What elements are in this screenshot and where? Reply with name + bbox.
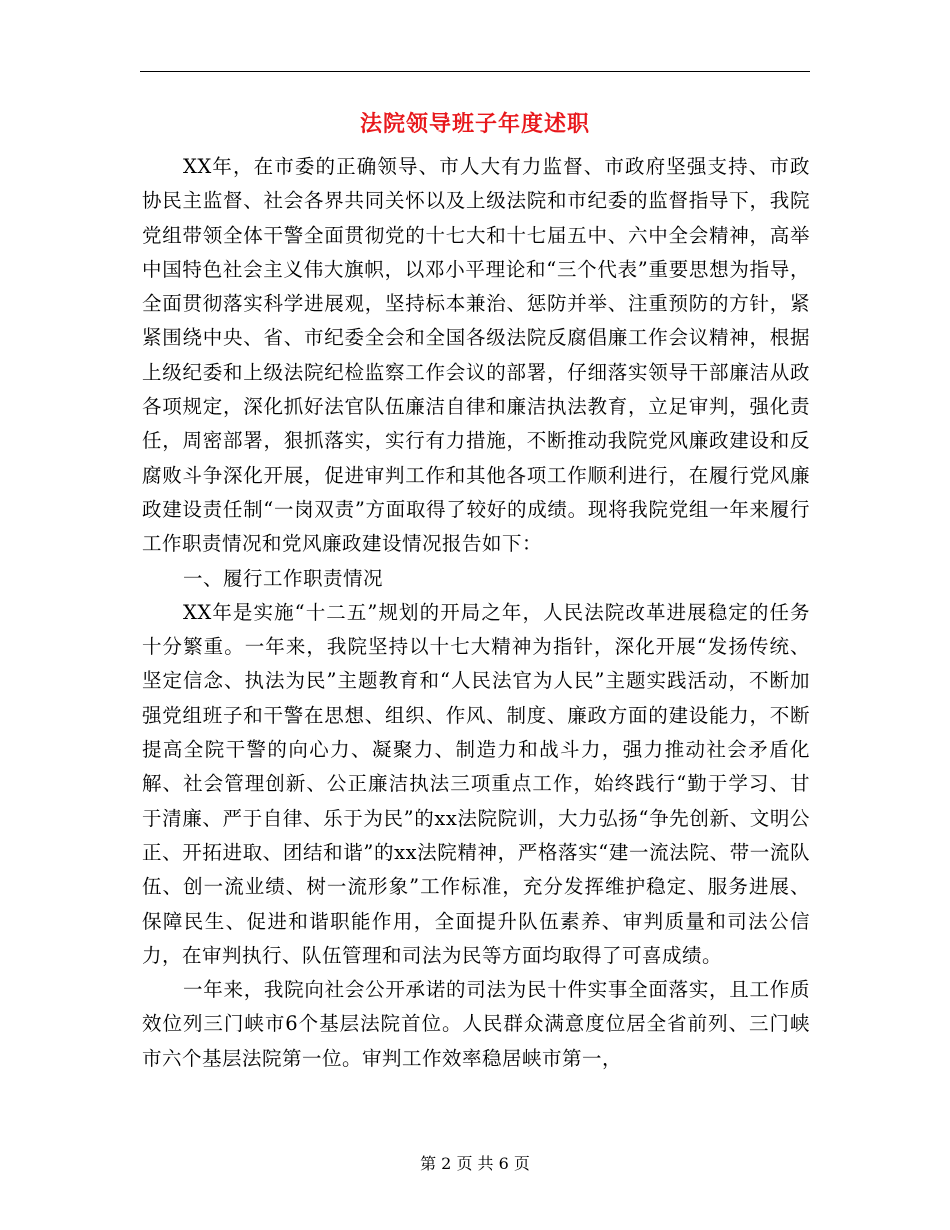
paragraph-intro: XX年，在市委的正确领导、市人大有力监督、市政府坚强支持、市政协民主监督、社会各界共同关怀以及上级法院和市纪委的监督指导下，我院党组带领全体干警全面贯彻党的十七大和十七届五中、六中全会精神，高举中国特色社会主义伟大旗帜，以邓小平理论和“三个代表”重要思想为指导，全面贯彻落实科学进展观，坚持标本兼治、惩防并举、注重预防的方针，紧紧围绕中央、省、市纪委全会和全国各级法院反腐倡廉工作会议精神，根据上级纪委和上级法院纪检监察工作会议的部署，仔细落实领导干部廉洁从政各项规定，深化抓好法官队伍廉洁自律和廉洁执法教育，立足审判，强化责任，周密部署，狠抓落实，实行有力措施，不断推动我院党风廉政建设和反腐败斗争深化开展，促进审判工作和其他各项工作顺利进行，在履行党风廉政建设责任制“一岗双责”方面取得了较好的成绩。现将我院党组一年来履行工作职责情况和党风廉政建设情况报告如下： [142,155,810,556]
paragraph-achievements: 一年来，我院向社会公开承诺的司法为民十件实事全面落实，且工作质效位列三门峡市6个基层法院首位。人民群众满意度位居全省前列、三门峡市六个基层法院第一位。审判工作效率稳居峡市第一， [142,978,810,1070]
header-rule [140,71,810,72]
document-title: 法院领导班子年度述职 [359,111,590,137]
section-heading: 一、履行工作职责情况 [183,566,384,590]
paragraph-work-duties: XX年是实施“十二五”规划的开局之年，人民法院改革进展稳定的任务十分繁重。一年来，我院坚持以十七大精神为指针，深化开展“发扬传统、坚定信念、执法为民”主题教育和“人民法官为人民”主题实践活动，不断加强党组班子和干警在思想、组织、作风、制度、廉政方面的建设能力，不断提高全院干警的向心力、凝聚力、制造力和战斗力，强力推动社会矛盾化解、社会管理创新、公正廉洁执法三项重点工作，始终践行“勤于学习、甘于清廉、严于自律、乐于为民”的xx法院院训，大力弘扬“争先创新、文明公正、开拓进取、团结和谐”的xx法院精神，严格落实“建一流法院、带一流队伍、创一流业绩、树一流形象”工作标准，充分发挥维护稳定、服务进展、保障民生、促进和谐职能作用，全面提升队伍素养、审判质量和司法公信力，在审判执行、队伍管理和司法为民等方面均取得了可喜成绩。 [142,600,810,967]
page-number: 第 2 页 共 6 页 [420,1154,530,1173]
document-body [142,150,810,1076]
